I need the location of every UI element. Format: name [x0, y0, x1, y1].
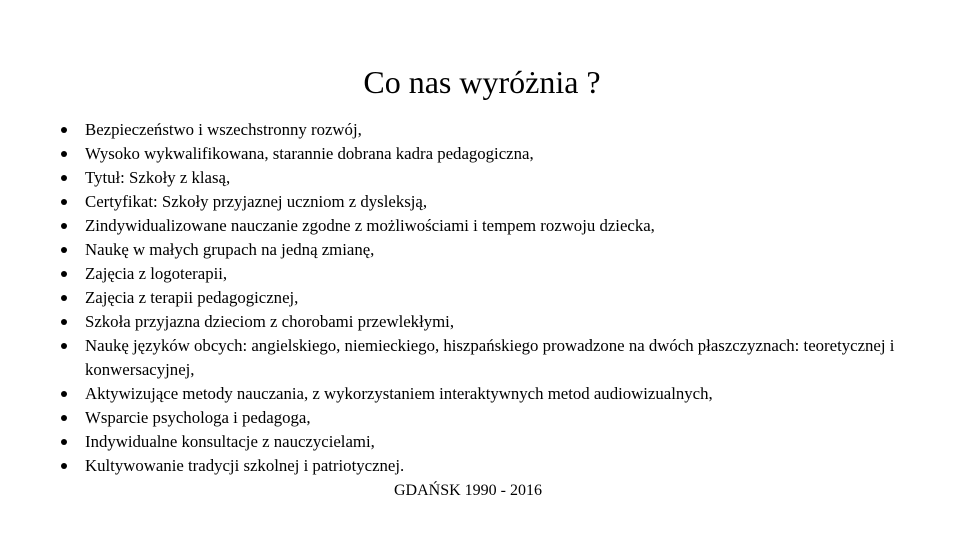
list-item-text: Zajęcia z logoterapii, — [85, 264, 228, 283]
bullet-icon — [61, 415, 67, 421]
bullet-icon — [61, 295, 67, 301]
feature-list — [61, 118, 941, 478]
bullet-icon — [61, 391, 67, 397]
bullet-icon — [61, 223, 67, 229]
bullet-icon — [61, 343, 67, 349]
list-item-text: Naukę w małych grupach na jedną zmianę, — [85, 240, 375, 259]
list-item — [61, 406, 941, 430]
list-item — [61, 238, 941, 262]
list-item-text: Zajęcia z terapii pedagogicznej, — [85, 288, 299, 307]
slide-title: Co nas wyróżnia ? — [363, 64, 601, 100]
list-item-text: Aktywizujące metody nauczania, z wykorzystaniem interaktywnych metod audiowizualnych, — [85, 384, 713, 403]
list-item — [61, 382, 941, 406]
list-item — [61, 166, 941, 190]
list-item-text: Szkoła przyjazna dzieciom z chorobami przewlekłymi, — [85, 312, 455, 331]
list-item-text: Tytuł: Szkoły z klasą, — [85, 168, 231, 187]
list-item — [61, 334, 941, 382]
bullet-icon — [61, 199, 67, 205]
list-item — [61, 310, 941, 334]
list-item-text: Bezpieczeństwo i wszechstronny rozwój, — [85, 120, 362, 139]
list-item-text: Wsparcie psychologa i pedagoga, — [85, 408, 311, 427]
bullet-icon — [61, 175, 67, 181]
list-item-text: Indywidualne konsultacje z nauczycielami, — [85, 432, 375, 451]
bullet-icon — [61, 463, 67, 469]
bullet-icon — [61, 127, 67, 133]
list-item — [61, 142, 941, 166]
list-item — [61, 214, 941, 238]
bullet-icon — [61, 319, 67, 325]
list-item-text: Kultywowanie tradycji szkolnej i patriotycznej. — [85, 456, 405, 475]
list-item — [61, 262, 941, 286]
list-item-text: Certyfikat: Szkoły przyjaznej uczniom z dysleksją, — [85, 192, 428, 211]
list-item — [61, 118, 941, 142]
bullet-icon — [61, 247, 67, 253]
list-item — [61, 430, 941, 454]
bullet-icon — [61, 439, 67, 445]
bullet-icon — [61, 151, 67, 157]
list-item-text: Zindywidualizowane nauczanie zgodne z możliwościami i tempem rozwoju dziecka, — [85, 216, 655, 235]
list-item-text: Wysoko wykwalifikowana, starannie dobrana kadra pedagogiczna, — [85, 144, 534, 163]
list-item-text: Naukę języków obcych: angielskiego, niemieckiego, hiszpańskiego prowadzone na dwóch płaszczyznach: teoretycznej i konwersacyjnej, — [85, 336, 895, 379]
list-item — [61, 286, 941, 310]
bullet-icon — [61, 271, 67, 277]
list-item — [61, 190, 941, 214]
list-item — [61, 454, 941, 478]
footer-text: GDAŃSK 1990 - 2016 — [394, 482, 542, 499]
